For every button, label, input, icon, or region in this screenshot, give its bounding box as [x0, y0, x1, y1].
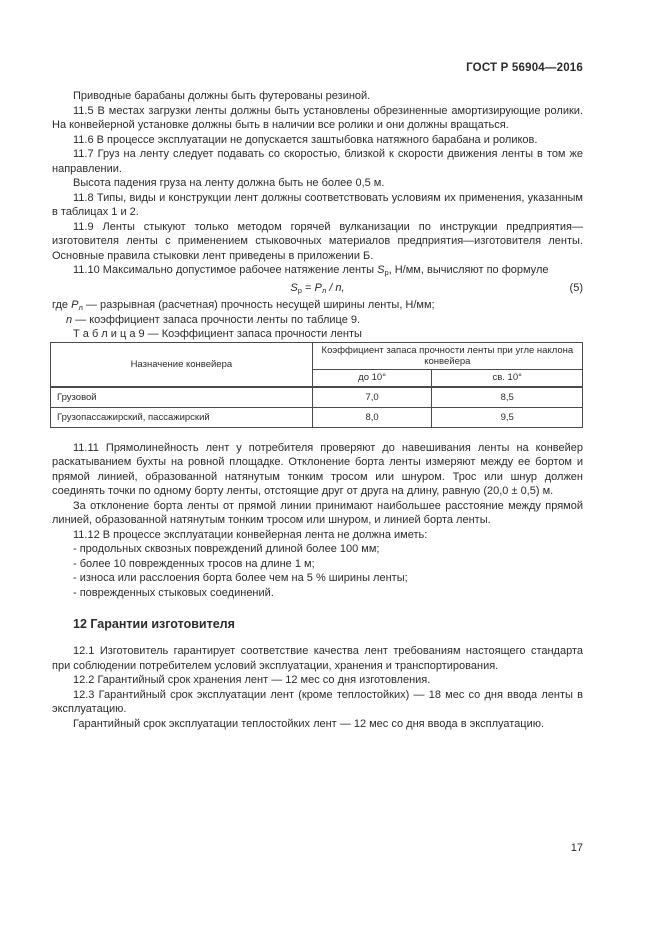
standard-designation: ГОСТ Р 56904—2016 — [466, 62, 583, 74]
symbol-S: S — [377, 264, 385, 276]
formula-where-line2 — [52, 313, 583, 328]
paragraph-11-7: 11.7 Груз на ленту следует подавать со скоростью, близкой к скорости движения ленты в том же направлении. — [52, 148, 583, 175]
formula-tail: / n, — [326, 281, 345, 294]
table-9-header — [51, 342, 583, 387]
spacer — [52, 428, 583, 441]
list-item-edge-wear: - износа или расслоения борта более чем на 5 % ширины ленты; — [73, 572, 408, 584]
paragraph-11-11-deviation: За отклонение борта ленты от прямой линии принимают наибольшее расстояние между прямой линией, образованной натянутым тонким тросом или шнуром, и линией борта ленты. — [52, 499, 583, 526]
table-row — [51, 407, 583, 427]
paragraph-12-3: 12.3 Гарантийный срок эксплуатации лент (кроме теплостойких) — 18 мес со дня ввода ленты в эксплуатацию. — [52, 688, 583, 715]
symbol-P: P — [71, 299, 79, 311]
symbol-n: n — [66, 313, 73, 326]
paragraph-12-1: 12.1 Изготовитель гарантирует соответствие качества лент требованиям настоящего стандарта при соблюдении потребителем условий эксплуатации, хранения и транспортирования. — [52, 645, 583, 672]
formula-5 — [52, 281, 583, 296]
paragraph-11-12: 11.12 В процессе эксплуатации конвейерная лента не должна иметь: — [73, 528, 428, 541]
paragraph-heat-resistant-warranty: Гарантийный срок эксплуатации теплостойких лент — 12 мес со дня ввода в эксплуатацию. — [73, 717, 545, 730]
paragraph-11-8: 11.8 Типы, виды и конструкции лент должны соответствовать условиям их применения, указанным в таблицах 1 и 2. — [52, 191, 583, 218]
paragraph-11-11: 11.11 Прямолинейность лент у потребителя проверяют до навешивания ленты на конвейер раскатыванием бухты на ровной площадке. Отклонение борта ленты измеряют между ее бортом и прямой линией, образованной натянутым тонким тросом или шнуром. Трос или шнур должен соединять точки по одному борту ленты, отстоящие друг от друга на длину, равную (20,0 ± 0,5) м. — [52, 441, 583, 497]
formula-where-line1 — [52, 298, 583, 313]
cell-coeff-over-10: 8,5 — [432, 387, 583, 407]
where-definition-n: — коэффициент запаса прочности ленты по таблице 9. — [72, 313, 361, 326]
column-header-coefficient-group: Коэффициент запаса прочности ленты при угле наклона конвейера — [312, 342, 582, 369]
page-content — [52, 62, 583, 731]
symbol-S-subscript: р — [384, 268, 389, 277]
formula-number: (5) — [569, 281, 583, 294]
cell-coeff-over-10: 9,5 — [432, 407, 583, 427]
column-header-up-to-10deg: до 10° — [312, 369, 432, 387]
table-9 — [50, 342, 583, 428]
paragraph-11-10-text-tail: , Н/мм, вычисляют по формуле — [388, 264, 549, 276]
paragraph-11-5: 11.5 В местах загрузки ленты должны быть установлены обрезиненные амортизирующие ролики. На конвейерной установке должны быть в наличии все ролики и они должны вращаться. — [52, 104, 583, 131]
paragraph-11-9: 11.9 Ленты стыкуют только методом горячей вулканизации по инструкции предприятия—изготовителя ленты с применением стыковочных материалов предприятия—изготовителя ленты. Основные правила стыковки лент приведены в приложении Б. — [52, 220, 583, 262]
column-header-over-10deg: св. 10° — [432, 369, 583, 387]
column-header-purpose: Назначение конвейера — [51, 342, 313, 387]
list-item-damaged-cables: - более 10 поврежденных тросов на длине 1 м; — [73, 557, 315, 570]
where-keyword: где — [52, 299, 72, 311]
list-item-longitudinal-damage: - продольных сквозных повреждений длиной более 100 мм; — [73, 543, 380, 555]
formula-rhs: P — [314, 281, 322, 294]
paragraph-11-10-text: 11.10 Максимально допустимое рабочее натяжение ленты — [73, 264, 378, 276]
formula-lhs-subscript: р — [297, 285, 302, 295]
section-12-heading: 12 Гарантии изготовителя — [73, 617, 235, 631]
formula-equals: = — [301, 281, 315, 294]
where-definition-P: — разрывная (расчетная) прочность несущей ширины ленты, Н/мм; — [82, 299, 435, 311]
cell-conveyor-type: Грузовой — [51, 387, 313, 407]
cell-coeff-up-to-10: 7,0 — [312, 387, 432, 407]
list-item-damaged-joints: - поврежденных стыковых соединений. — [73, 586, 274, 599]
formula-rhs-subscript: л — [321, 285, 327, 295]
paragraph-12-2: 12.2 Гарантийный срок хранения лент — 12 мес со дня изготовления. — [73, 674, 431, 686]
cell-conveyor-type: Грузопассажирский, пассажирский — [51, 407, 313, 427]
paragraph-11-6: 11.6 В процессе эксплуатации не допускается заштыбовка натяжного барабана и роликов. — [73, 133, 538, 146]
paragraph-drive-drums: Приводные барабаны должны быть футерованы резиной. — [73, 90, 371, 102]
symbol-P-subscript: л — [78, 303, 83, 312]
formula-lhs: S — [290, 281, 298, 294]
paragraph-drop-height: Высота падения груза на ленту должна быть не более 0,5 м. — [73, 177, 385, 189]
table-9-caption: Т а б л и ц а 9 — Коэффициент запаса прочности ленты — [73, 328, 362, 340]
paragraph-11-10 — [52, 263, 583, 278]
page-number: 17 — [570, 842, 583, 854]
cell-coeff-up-to-10: 8,0 — [312, 407, 432, 427]
table-row — [51, 387, 583, 407]
